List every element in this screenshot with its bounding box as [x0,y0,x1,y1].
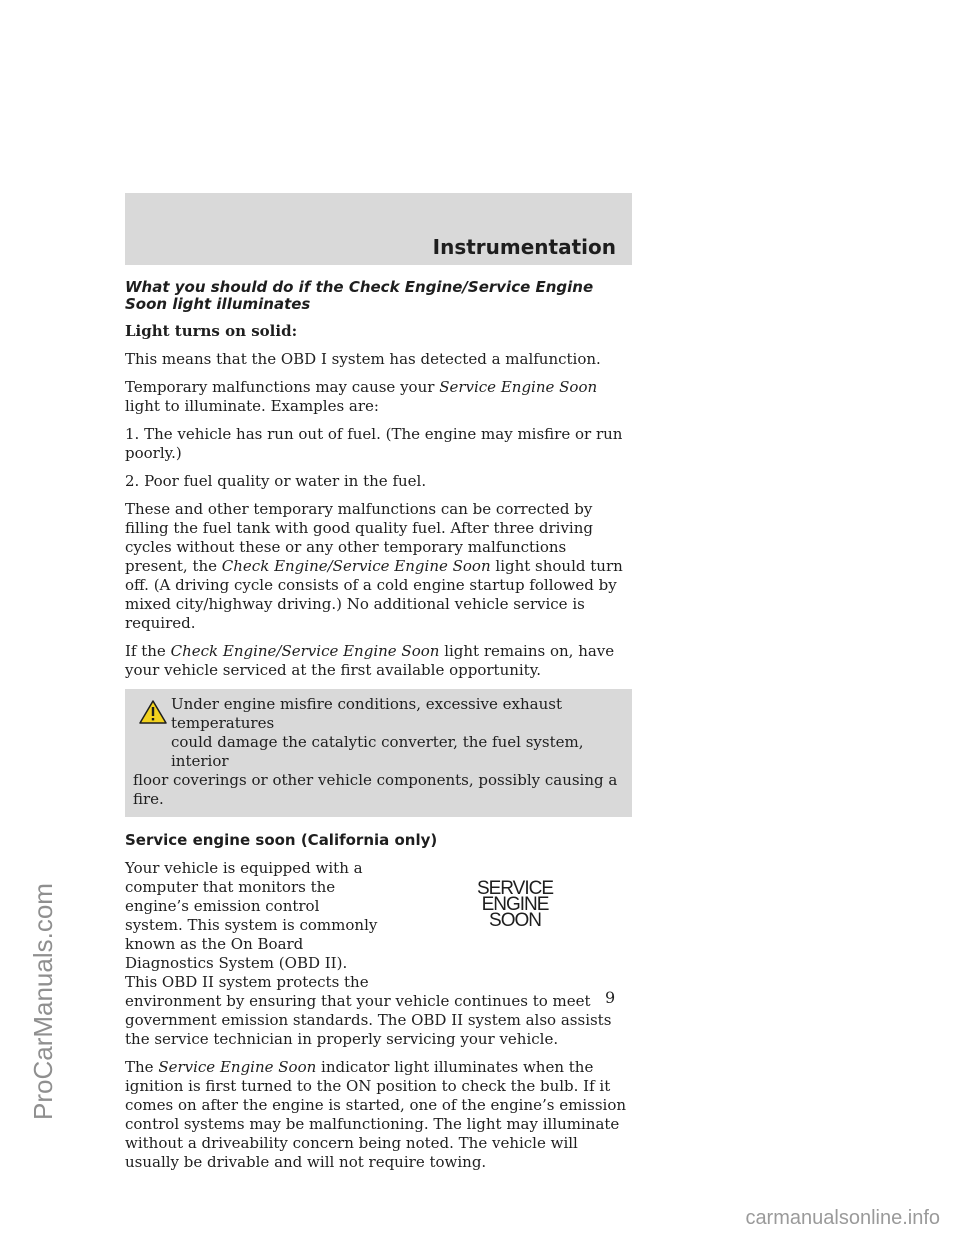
page-content [125,279,632,1181]
paragraph-remains-on: If the Check Engine/Service Engine Soon light remains on, have your vehicle serviced at the first available opportunity. [125,642,615,679]
question-heading: What you should do if the Check Engine/Service Engine Soon light illuminates [125,278,594,313]
icon-line-1: SERVICE [476,878,554,899]
service-engine-block [125,859,632,1049]
warning-rest: floor coverings or other vehicle components, possibly causing a fire. [133,771,618,808]
solid-heading: Light turns on solid: [125,322,298,340]
section-heading: Service engine soon (California only) [125,831,438,849]
paragraph-obd2-wrapped: Your vehicle is equipped with a computer that monitors the engine’s emission control system. This system is commonly known as the On Board Diagnostics System (OBD II). This OBD II system protects the [125,859,378,991]
header-band [125,193,632,265]
service-engine-soon-icon [475,878,555,931]
warning-line-1: Under engine misfire conditions, excessive exhaust temperatures [171,695,562,732]
bottom-watermark: carmanualsonline.info [745,1207,940,1229]
paragraph-indicator: The Service Engine Soon indicator light illuminates when the ignition is first turned to the ON position to check the bulb. If it comes on after the engine is started, one of the engine’s emission control systems may be malfunctioning. The light may illuminate without a driveability concern being noted. The vehicle will usually be drivable and will not require towing. [125,1058,627,1171]
paragraph-obd2-rest: environment by ensuring that your vehicle continues to meet government emission standards. The OBD II system also assists the service technician in properly servicing your vehicle. [125,992,612,1048]
paragraph-corrected: These and other temporary malfunctions can be corrected by filling the fuel tank with good quality fuel. After three driving cycles without these or any other temporary malfunctions present, the Check Engine/Service Engine Soon light should turn off. (A driving cycle consists of a cold engine startup followed by mixed city/highway driving.) No additional vehicle service is required. [125,500,623,632]
section-title: Instrumentation [432,235,616,259]
icon-line-3: SOON [489,910,541,931]
page-number: 9 [605,988,616,1007]
warning-triangle-icon [139,700,167,724]
icon-line-2: ENGINE [481,894,549,915]
warning-box [125,689,632,817]
list-item-1: 1. The vehicle has run out of fuel. (The engine may misfire or run poorly.) [125,425,623,462]
list-item-2: 2. Poor fuel quality or water in the fuel. [125,472,427,490]
paragraph-temporary: Temporary malfunctions may cause your Service Engine Soon light to illuminate. Examples are: [125,378,598,415]
warning-line-2: could damage the catalytic converter, the fuel system, interior [171,733,584,770]
paragraph-obd1: This means that the OBD I system has detected a malfunction. [125,350,601,368]
side-watermark: ProCarManuals.com [28,883,58,1120]
